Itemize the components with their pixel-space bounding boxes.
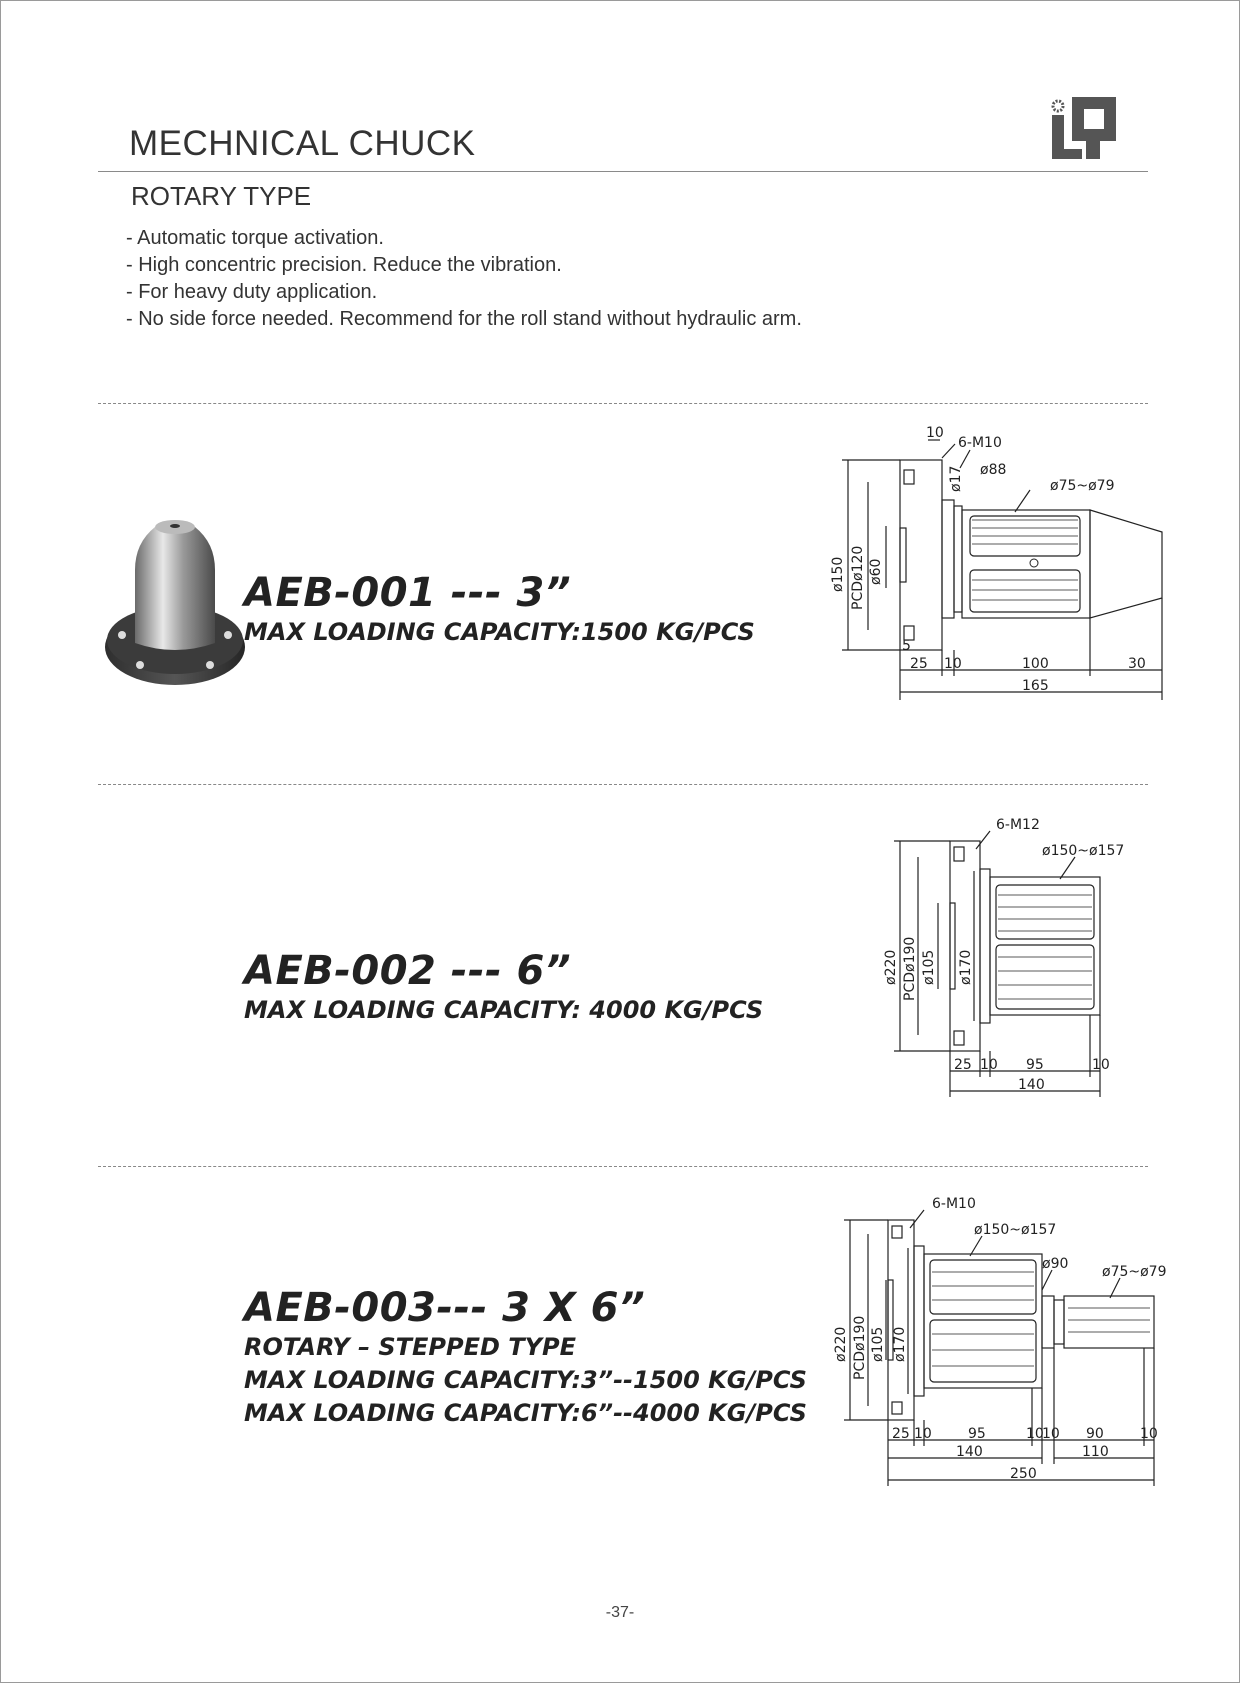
dimension-label: ø88 — [980, 462, 1007, 478]
dimension-label: 10 — [1026, 1426, 1044, 1442]
dimension-label: 140 — [1018, 1077, 1045, 1093]
page-number: -37- — [605, 1604, 635, 1621]
dimension-label: ø150~ø157 — [974, 1222, 1057, 1238]
capacity-line: MAX LOADING CAPACITY:3”--1500 KG/PCS — [244, 1366, 807, 1394]
dimension-label: 5 — [902, 638, 911, 654]
chuck-product-photo — [100, 515, 250, 700]
model-name: AEB-003--- 3 X 6” — [244, 1285, 646, 1331]
technical-drawing — [810, 420, 1170, 760]
dimension-label: ø220 — [883, 949, 899, 985]
dimension-label: 10 — [944, 656, 962, 672]
dimension-label: 6-M10 — [958, 435, 1002, 451]
dimension-label: 90 — [1086, 1426, 1104, 1442]
feature-item: - For heavy duty application. — [126, 281, 378, 303]
dimension-label: ø105 — [870, 1326, 886, 1362]
dimension-label: 25 — [954, 1057, 972, 1073]
dimension-label: 6-M12 — [996, 817, 1040, 833]
dimension-label: 250 — [1010, 1466, 1037, 1482]
capacity-line: MAX LOADING CAPACITY:1500 KG/PCS — [244, 618, 755, 646]
dimension-label: PCDø120 — [850, 545, 866, 610]
product-block — [244, 1285, 807, 1430]
capacity-line: MAX LOADING CAPACITY:6”--4000 KG/PCS — [244, 1399, 807, 1427]
dimension-label: 140 — [956, 1444, 983, 1460]
dimension-label: 95 — [1026, 1057, 1044, 1073]
product-block — [244, 570, 755, 649]
dimension-label: ø90 — [1042, 1256, 1069, 1272]
product-block — [244, 948, 763, 1027]
dimension-label: 100 — [1022, 656, 1049, 672]
dimension-label: 10 — [914, 1426, 932, 1442]
page-title: MECHNICAL CHUCK — [129, 124, 476, 163]
dimension-label: PCDø190 — [852, 1315, 868, 1380]
section-divider — [98, 784, 1148, 785]
dimension-label: 95 — [968, 1426, 986, 1442]
company-logo-icon — [1048, 93, 1120, 165]
dimension-label: ø170 — [892, 1326, 908, 1362]
dimension-label: 30 — [1128, 656, 1146, 672]
dimension-label: 10 — [1092, 1057, 1110, 1073]
dimension-label: ø60 — [868, 558, 884, 585]
dimension-label: 10 — [1042, 1426, 1060, 1442]
dimension-label: ø75~ø79 — [1050, 478, 1115, 494]
dimension-label: ø220 — [833, 1326, 849, 1362]
dimension-label: PCDø190 — [902, 936, 918, 1001]
dimension-label: ø150~ø157 — [1042, 843, 1125, 859]
dimension-label: 25 — [892, 1426, 910, 1442]
dimension-label: ø105 — [921, 949, 937, 985]
dimension-label: 165 — [1022, 678, 1049, 694]
dimension-label: 10 — [1140, 1426, 1158, 1442]
capacity-line: MAX LOADING CAPACITY: 4000 KG/PCS — [244, 996, 764, 1024]
technical-drawing — [880, 805, 1140, 1135]
model-name: AEB-002 --- 6” — [244, 948, 572, 994]
stepped-type-line: ROTARY – STEPPED TYPE — [244, 1333, 576, 1361]
dimension-label: ø170 — [958, 949, 974, 985]
section-divider — [98, 1166, 1148, 1167]
dimension-label: ø17 — [948, 465, 964, 492]
dimension-label: 25 — [910, 656, 928, 672]
dimension-label: ø75~ø79 — [1102, 1264, 1167, 1280]
feature-item: - High concentric precision. Reduce the vibration. — [126, 254, 562, 276]
dimension-label: ø150 — [830, 556, 846, 592]
section-divider — [98, 403, 1148, 404]
dimension-label: 10 — [926, 425, 944, 441]
page-subtitle: ROTARY TYPE — [131, 181, 312, 211]
feature-item: - No side force needed. Recommend for the roll stand without hydraulic arm. — [126, 308, 802, 330]
feature-list — [126, 225, 802, 333]
dimension-label: 6-M10 — [932, 1196, 976, 1212]
dimension-label: 110 — [1082, 1444, 1109, 1460]
feature-item: - Automatic torque activation. — [126, 227, 384, 249]
dimension-label: 10 — [980, 1057, 998, 1073]
title-divider — [98, 171, 1148, 172]
model-name: AEB-001 --- 3” — [244, 570, 572, 616]
technical-drawing — [820, 1190, 1180, 1520]
